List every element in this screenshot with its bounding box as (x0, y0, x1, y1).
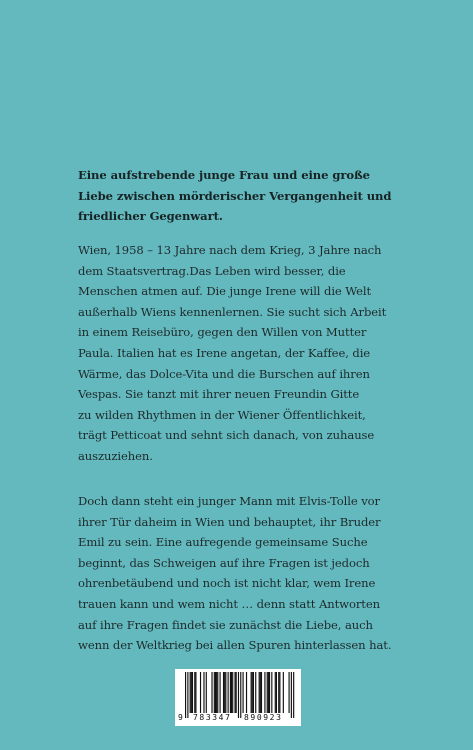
barcode-digits (175, 713, 301, 725)
tagline (78, 165, 408, 227)
barcode-bar (187, 672, 188, 718)
barcode-bar (269, 672, 270, 713)
barcode-bar (192, 672, 193, 713)
paragraph-line: ohrenbetäubend und noch ist nicht klar, wem Irene (78, 576, 376, 591)
tagline-line: Eine aufstrebende junge Frau und eine große (78, 168, 370, 182)
paragraph-line: Paula. Italien hat es Irene angetan, der Kaffee, die (78, 345, 371, 360)
barcode-bar (271, 672, 272, 713)
barcode-bar (195, 672, 196, 713)
paragraph-line: außerhalb Wiens kennenlernen. Sie sucht sich Arbeit (78, 304, 387, 319)
barcode-bar (275, 672, 276, 713)
barcode-bar (211, 672, 212, 713)
barcode-bar (217, 672, 218, 713)
paragraph-line: auszuziehen. (78, 448, 153, 463)
barcode-bar (223, 672, 224, 713)
barcode-bar (252, 672, 253, 713)
barcode-bar (246, 672, 247, 713)
barcode-bar (267, 672, 268, 713)
barcode-bar (215, 672, 216, 713)
barcode-bar (230, 672, 231, 713)
barcode-bar (224, 672, 225, 713)
barcode-bar (264, 672, 265, 713)
paragraph-line: wenn der Weltkrieg bei allen Spuren hinterlassen hat. (78, 638, 392, 653)
barcode-bar (185, 672, 186, 718)
barcode-bar (260, 672, 261, 713)
paragraph-line: trauen kann und wem nicht … denn statt Antworten (78, 596, 380, 611)
barcode-bar (194, 672, 195, 713)
barcode-bar (216, 672, 217, 713)
barcode-bar (232, 672, 233, 713)
tagline-line: friedlicher Gegenwart. (78, 209, 223, 224)
barcode-right-digits: 890923 (244, 713, 283, 722)
barcode-bar (220, 672, 221, 713)
barcode-bar (240, 672, 241, 718)
barcode-bar (255, 672, 256, 713)
paragraph-line: Wien, 1958 – 13 Jahre nach dem Krieg, 3 Jahre nach (78, 243, 382, 257)
barcode-bar (261, 672, 262, 713)
paragraph-line: Vespas. Sie tanzt mit ihrer neuen Freundin Gitte (78, 387, 360, 402)
barcode-bar (289, 672, 290, 713)
paragraph-line: Wärme, das Dolce-Vita und die Burschen auf ihren (78, 366, 370, 381)
paragraph-line: dem Staatsvertrag.Das Leben wird besser, die (78, 263, 346, 278)
paragraph-line: ihrer Tür daheim in Wien und behauptet, ihr Bruder (78, 514, 381, 529)
barcode-bar (234, 672, 235, 713)
barcode-bar (279, 672, 280, 713)
barcode-first-digit: 9 (178, 713, 183, 722)
barcode-bar (259, 672, 260, 713)
barcode-bar (291, 672, 292, 718)
barcode-bar (236, 672, 237, 713)
barcode-bar (190, 672, 191, 713)
barcode-bar (268, 672, 269, 713)
barcode-bar (231, 672, 232, 713)
barcode-bar (203, 672, 204, 713)
paragraph-line: Emil zu sein. Eine aufregende gemeinsame Suche (78, 535, 368, 550)
isbn-barcode (175, 669, 301, 726)
synopsis-paragraph-2 (78, 491, 408, 656)
paragraph-line: beginnt, das Schweigen auf ihre Fragen ist jedoch (78, 555, 370, 570)
barcode-bar (191, 672, 192, 713)
synopsis-paragraph-1 (78, 240, 408, 467)
paragraph-line: in einem Reisebüro, gegen den Willen von Mutter (78, 325, 367, 340)
paragraph-line: Doch dann steht ein junger Mann mit Elvis-Tolle vor (78, 494, 380, 508)
paragraph-line: Menschen atmen auf. Die junge Irene will die Welt (78, 284, 372, 299)
barcode-bar (251, 672, 252, 713)
barcode-bar (238, 672, 239, 718)
barcode-bar (225, 672, 226, 713)
barcode-bar (253, 672, 254, 713)
barcode-bar (276, 672, 277, 713)
paragraph-line: auf ihre Fragen findet sie zunächst die Liebe, auch (78, 617, 373, 632)
barcode-left-digits: 783347 (193, 713, 232, 722)
barcode-bar (214, 672, 215, 713)
barcode-bar (283, 672, 284, 713)
barcode-bar (293, 672, 294, 718)
barcode-bar (206, 672, 207, 713)
paragraph-line: trägt Petticoat und sehnt sich danach, von zuhause (78, 428, 375, 443)
barcode-bar (200, 672, 201, 713)
paragraph-line: zu wilden Rhythmen in der Wiener Öffentlichkeit, (78, 407, 366, 422)
barcode-bar (243, 672, 244, 713)
barcode-bar (278, 672, 279, 713)
tagline-line: Liebe zwischen mörderischer Vergangenheit und (78, 188, 392, 203)
barcode-bar (228, 672, 229, 713)
